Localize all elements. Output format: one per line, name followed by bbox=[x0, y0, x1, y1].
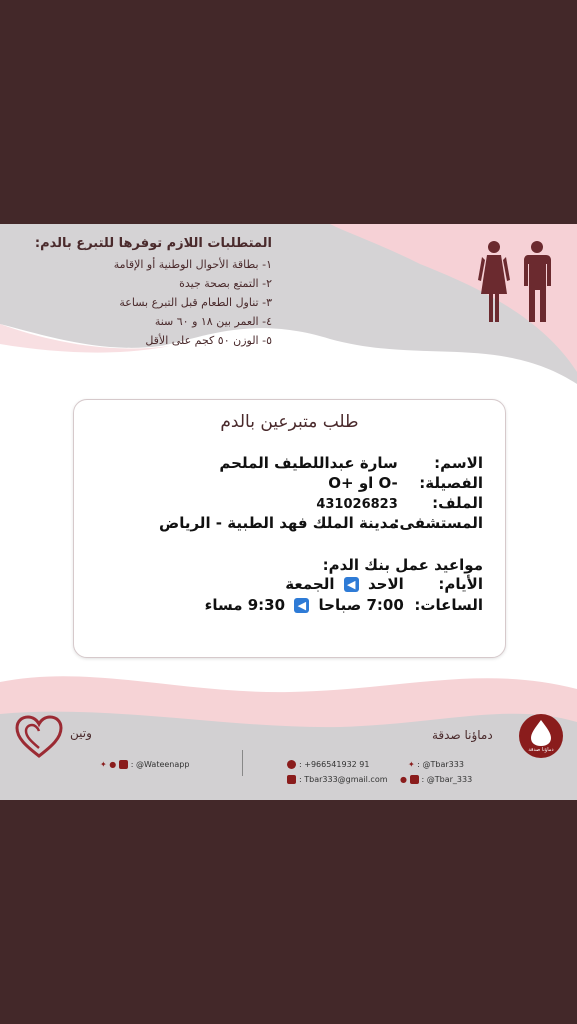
phone-value: : +966541932 91 bbox=[299, 760, 370, 769]
twitter-value: : @Tbar333 bbox=[417, 760, 464, 769]
man-woman-icon bbox=[473, 240, 557, 324]
blood-type-value: O+ او O- bbox=[328, 474, 398, 492]
snap-value: : @Tbar_333 bbox=[421, 775, 473, 784]
snapchat-icon: ● bbox=[109, 760, 117, 769]
file-row bbox=[316, 494, 483, 512]
requirement-item: ١- بطاقة الأحوال الوطنية أو الإقامة bbox=[113, 258, 272, 271]
file-label: الملف: bbox=[432, 494, 483, 512]
arrow-left-icon: ◀ bbox=[294, 598, 309, 613]
name-value: سارة عبداللطيف الملحم bbox=[219, 454, 398, 472]
blood-type-row bbox=[328, 474, 483, 492]
blood-type-label: الفصيلة: bbox=[419, 474, 483, 492]
whatsapp-icon bbox=[287, 760, 296, 769]
days-row bbox=[285, 575, 483, 593]
requirement-item: ٥- الوزن ٥٠ كجم على الأقل bbox=[145, 334, 272, 347]
hospital-row bbox=[159, 514, 483, 532]
donor-request-card bbox=[73, 399, 506, 658]
card-title: طلب متبرعين بالدم bbox=[220, 412, 359, 432]
hospital-label: المستشفى: bbox=[393, 514, 483, 532]
footer-divider bbox=[242, 750, 243, 776]
email-contact bbox=[287, 775, 388, 784]
twitter-icon: ✦ bbox=[100, 760, 107, 769]
requirements-block bbox=[12, 236, 272, 350]
poster bbox=[0, 224, 577, 800]
schedule-title: مواعيد عمل بنك الدم: bbox=[322, 556, 483, 574]
hours-to: 9:30 مساء bbox=[204, 596, 286, 614]
instagram-icon bbox=[410, 775, 419, 784]
name-row bbox=[219, 454, 483, 472]
requirement-item: ٤- العمر بين ١٨ و ٦٠ سنة bbox=[154, 315, 272, 328]
snapchat-icon: ● bbox=[400, 775, 407, 784]
hours-label: الساعات: bbox=[414, 596, 483, 614]
requirement-item: ٣- تناول الطعام قبل التبرع بساعة bbox=[119, 296, 272, 309]
instagram-icon bbox=[119, 760, 128, 769]
left-handle: : @Wateenapp bbox=[130, 760, 190, 769]
footer bbox=[0, 714, 577, 800]
left-brand: وتين bbox=[70, 726, 92, 740]
twitter-contact bbox=[408, 760, 464, 769]
requirement-item: ٢- التمتع بصحة جيدة bbox=[179, 277, 272, 290]
hours-row bbox=[205, 596, 483, 614]
requirements-title: المتطلبات اللازم توفرها للتبرع بالدم: bbox=[34, 236, 272, 251]
hours-from: 7:00 صباحا bbox=[318, 596, 404, 614]
days-from: الاحد bbox=[367, 575, 404, 593]
phone-contact bbox=[287, 760, 369, 769]
hospital-value: مدينة الملك فهد الطبية - الرياض bbox=[159, 514, 398, 532]
days-label: الأيام: bbox=[438, 575, 483, 593]
blood-drop-logo bbox=[519, 714, 563, 758]
left-social bbox=[100, 760, 189, 769]
name-label: الاسم: bbox=[434, 454, 483, 472]
wateen-heart-logo-icon bbox=[14, 714, 64, 760]
days-to: الجمعة bbox=[285, 575, 335, 593]
email-value: : Tbar333@gmail.com bbox=[299, 775, 388, 784]
email-icon bbox=[287, 775, 296, 784]
right-brand: دماؤنا صدقة bbox=[432, 728, 493, 742]
snap-contact bbox=[400, 775, 472, 784]
logo-text: دماؤنا صدقة bbox=[528, 747, 554, 753]
file-value: 431026823 bbox=[316, 497, 398, 512]
twitter-icon: ✦ bbox=[408, 760, 415, 769]
arrow-left-icon: ◀ bbox=[344, 577, 359, 592]
